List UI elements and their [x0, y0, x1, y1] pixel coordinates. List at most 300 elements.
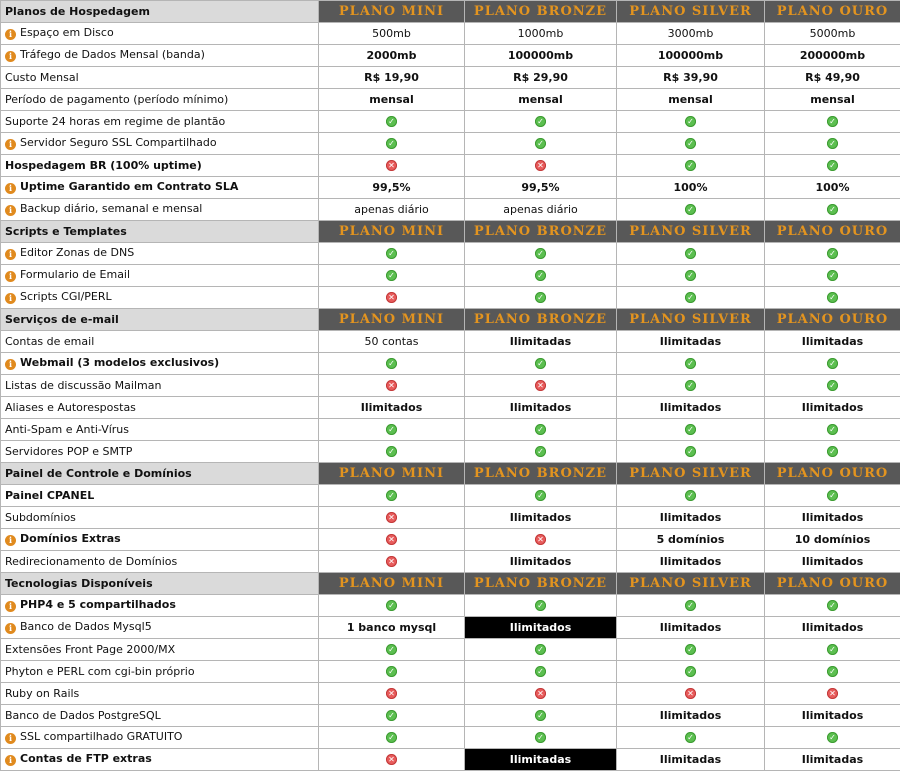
value-text: Ilimitadas: [509, 752, 572, 766]
value-text: Ilimitados: [801, 708, 864, 722]
info-icon[interactable]: i: [5, 249, 16, 260]
check-icon: ✓: [827, 358, 838, 369]
check-icon: ✓: [535, 666, 546, 677]
check-icon: ✓: [827, 204, 838, 215]
value-text: Ilimitados: [659, 620, 722, 634]
value-text: Ilimitados: [801, 400, 864, 414]
table-row: [1, 287, 900, 309]
plan-value-cell: [765, 375, 900, 397]
table-row: [1, 661, 900, 683]
value-text: 2000mb: [366, 48, 417, 62]
check-icon: ✓: [535, 138, 546, 149]
value-text: Ilimitados: [801, 554, 864, 568]
check-icon: ✓: [685, 644, 696, 655]
plan-value-cell: [319, 375, 465, 397]
plan-value-cell: [465, 155, 617, 177]
value-text: Ilimitadas: [659, 752, 722, 766]
value-text: mensal: [810, 92, 855, 106]
feature-label-text: Servidor Seguro SSL Compartilhado: [20, 136, 217, 149]
section-header-row: [1, 463, 900, 485]
value-text: apenas diário: [503, 202, 578, 216]
plan-name-3: PLANO SILVER: [617, 1, 765, 23]
feature-label-text: Painel CPANEL: [5, 488, 95, 502]
table-row: [1, 441, 900, 463]
plan-value-cell: [319, 683, 465, 705]
feature-label-text: Espaço em Disco: [20, 26, 114, 39]
plan-value-cell: [319, 67, 465, 89]
plan-value-cell: [465, 419, 617, 441]
check-icon: ✓: [535, 710, 546, 721]
value-text: Ilimitados: [659, 510, 722, 524]
value-text: 100%: [673, 180, 708, 194]
cross-icon: ✕: [386, 556, 397, 567]
plan-value-cell: [765, 133, 900, 155]
plan-value-cell: [465, 749, 617, 771]
cross-icon: ✕: [535, 688, 546, 699]
plan-name-3: PLANO SILVER: [617, 463, 765, 485]
plan-value-cell: [765, 45, 900, 67]
feature-label: [1, 397, 319, 419]
plan-name-1: PLANO MINI: [319, 463, 465, 485]
plan-value-cell: [765, 705, 900, 727]
plan-value-cell: [319, 749, 465, 771]
check-icon: ✓: [386, 710, 397, 721]
feature-label: [1, 45, 319, 67]
value-text: 500mb: [372, 26, 411, 40]
check-icon: ✓: [386, 644, 397, 655]
info-icon[interactable]: i: [5, 733, 16, 744]
value-text: Ilimitadas: [659, 334, 722, 348]
cross-icon: ✕: [685, 688, 696, 699]
plan-value-cell: [617, 265, 765, 287]
value-text: R$ 29,90: [513, 70, 568, 84]
plan-value-cell: [617, 397, 765, 419]
check-icon: ✓: [535, 732, 546, 743]
plan-value-cell: [319, 419, 465, 441]
value-text: 99,5%: [372, 180, 411, 194]
plan-value-cell: [765, 67, 900, 89]
table-row: [1, 243, 900, 265]
value-text: Ilimitados: [801, 510, 864, 524]
plan-value-cell: [617, 23, 765, 45]
plan-value-cell: [319, 23, 465, 45]
feature-label-text: Formulario de Email: [20, 268, 131, 281]
section-header-row: [1, 573, 900, 595]
feature-label-text: Período de pagamento (período mínimo): [5, 92, 229, 106]
table-row: [1, 705, 900, 727]
info-icon[interactable]: i: [5, 535, 16, 546]
cross-icon: ✕: [827, 688, 838, 699]
feature-label-text: Aliases e Autorespostas: [5, 400, 136, 414]
value-text: 200000mb: [799, 48, 866, 62]
plan-value-cell: [465, 45, 617, 67]
plan-name-3: PLANO SILVER: [617, 221, 765, 243]
info-icon[interactable]: i: [5, 183, 16, 194]
feature-label-text: Domínios Extras: [20, 532, 121, 545]
table-row: [1, 199, 900, 221]
plan-value-cell: [765, 177, 900, 199]
feature-label-text: PHP4 e 5 compartilhados: [20, 598, 176, 611]
plan-value-cell: [617, 155, 765, 177]
plan-name-1: PLANO MINI: [319, 1, 465, 23]
plan-value-cell: [617, 661, 765, 683]
check-icon: ✓: [386, 116, 397, 127]
plan-value-cell: [319, 529, 465, 551]
plan-value-cell: [465, 485, 617, 507]
plan-value-cell: [465, 683, 617, 705]
check-icon: ✓: [827, 600, 838, 611]
plan-value-cell: [617, 705, 765, 727]
plan-name-1: PLANO MINI: [319, 309, 465, 331]
plan-value-cell: [319, 397, 465, 419]
plan-name-2: PLANO BRONZE: [465, 221, 617, 243]
plan-value-cell: [617, 287, 765, 309]
plan-value-cell: [319, 617, 465, 639]
plan-value-cell: [765, 485, 900, 507]
plan-value-cell: [765, 397, 900, 419]
value-text: 100%: [815, 180, 850, 194]
plan-value-cell: [465, 397, 617, 419]
plan-name-1: PLANO MINI: [319, 221, 465, 243]
plan-value-cell: [765, 727, 900, 749]
check-icon: ✓: [685, 446, 696, 457]
table-row: [1, 23, 900, 45]
plan-value-cell: [319, 199, 465, 221]
check-icon: ✓: [386, 358, 397, 369]
value-text: 5 domínios: [656, 532, 725, 546]
check-icon: ✓: [386, 270, 397, 281]
info-icon[interactable]: i: [5, 755, 16, 766]
table-row: [1, 265, 900, 287]
plan-value-cell: [765, 243, 900, 265]
cross-icon: ✕: [386, 534, 397, 545]
check-icon: ✓: [827, 446, 838, 457]
check-icon: ✓: [386, 666, 397, 677]
feature-label-text: Ruby on Rails: [5, 686, 80, 700]
plan-value-cell: [617, 133, 765, 155]
table-row: [1, 485, 900, 507]
plan-value-cell: [765, 595, 900, 617]
plan-value-cell: [465, 287, 617, 309]
table-row: [1, 155, 900, 177]
feature-label: [1, 705, 319, 727]
plan-value-cell: [465, 639, 617, 661]
plan-value-cell: [617, 375, 765, 397]
value-text: 100000mb: [657, 48, 724, 62]
table-row: [1, 617, 900, 639]
feature-label-text: Listas de discussão Mailman: [5, 378, 162, 392]
plan-value-cell: [465, 661, 617, 683]
plan-value-cell: [319, 45, 465, 67]
check-icon: ✓: [535, 248, 546, 259]
check-icon: ✓: [386, 446, 397, 457]
feature-label: [1, 507, 319, 529]
plan-value-cell: [319, 287, 465, 309]
feature-label: [1, 661, 319, 683]
plan-name-4: PLANO OURO: [765, 573, 900, 595]
plan-name-4: PLANO OURO: [765, 1, 900, 23]
feature-label: [1, 155, 319, 177]
plan-value-cell: [765, 529, 900, 551]
section-header-row: [1, 221, 900, 243]
plan-value-cell: [319, 661, 465, 683]
plan-value-cell: [465, 67, 617, 89]
plan-value-cell: [319, 177, 465, 199]
table-row: [1, 639, 900, 661]
plan-value-cell: [617, 45, 765, 67]
check-icon: ✓: [685, 732, 696, 743]
section-header-row: [1, 309, 900, 331]
feature-label-text: Hospedagem BR (100% uptime): [5, 158, 202, 172]
plan-value-cell: [617, 419, 765, 441]
section-title: Tecnologias Disponíveis: [1, 573, 319, 595]
check-icon: ✓: [685, 204, 696, 215]
plan-value-cell: [319, 331, 465, 353]
check-icon: ✓: [685, 380, 696, 391]
check-icon: ✓: [685, 358, 696, 369]
feature-label-text: Contas de FTP extras: [20, 752, 152, 765]
plan-value-cell: [617, 441, 765, 463]
value-text: R$ 19,90: [364, 70, 419, 84]
info-icon[interactable]: i: [5, 29, 16, 40]
plan-value-cell: [765, 749, 900, 771]
plan-value-cell: [319, 111, 465, 133]
plan-value-cell: [765, 23, 900, 45]
value-text: Ilimitados: [509, 400, 572, 414]
feature-label-text: Suporte 24 horas em regime de plantão: [5, 114, 226, 128]
plan-name-4: PLANO OURO: [765, 309, 900, 331]
cross-icon: ✕: [386, 292, 397, 303]
plan-value-cell: [617, 749, 765, 771]
plan-value-cell: [617, 595, 765, 617]
info-icon[interactable]: i: [5, 205, 16, 216]
feature-label: [1, 639, 319, 661]
feature-label-text: Uptime Garantido em Contrato SLA: [20, 180, 239, 193]
check-icon: ✓: [685, 248, 696, 259]
value-text: Ilimitadas: [801, 334, 864, 348]
feature-label: [1, 749, 319, 771]
plan-value-cell: [319, 89, 465, 111]
plan-value-cell: [617, 529, 765, 551]
table-row: [1, 89, 900, 111]
feature-label: [1, 595, 319, 617]
check-icon: ✓: [827, 138, 838, 149]
value-text: Ilimitados: [659, 708, 722, 722]
feature-label: [1, 265, 319, 287]
table-body: [1, 1, 900, 771]
table-row: [1, 595, 900, 617]
plan-name-2: PLANO BRONZE: [465, 309, 617, 331]
plan-value-cell: [465, 133, 617, 155]
plan-value-cell: [765, 155, 900, 177]
check-icon: ✓: [386, 424, 397, 435]
feature-label: [1, 89, 319, 111]
section-title: Planos de Hospedagem: [1, 1, 319, 23]
check-icon: ✓: [535, 292, 546, 303]
table-row: [1, 353, 900, 375]
value-text: Ilimitados: [659, 400, 722, 414]
plan-value-cell: [319, 507, 465, 529]
plan-value-cell: [465, 705, 617, 727]
check-icon: ✓: [685, 666, 696, 677]
check-icon: ✓: [685, 138, 696, 149]
feature-label: [1, 353, 319, 375]
check-icon: ✓: [386, 600, 397, 611]
value-text: R$ 49,90: [805, 70, 860, 84]
check-icon: ✓: [827, 424, 838, 435]
plan-value-cell: [617, 727, 765, 749]
table-row: [1, 177, 900, 199]
value-text: Ilimitados: [360, 400, 423, 414]
plan-value-cell: [465, 529, 617, 551]
info-icon[interactable]: i: [5, 601, 16, 612]
table-row: [1, 331, 900, 353]
plan-value-cell: [465, 507, 617, 529]
check-icon: ✓: [685, 270, 696, 281]
plan-value-cell: [617, 507, 765, 529]
check-icon: ✓: [827, 292, 838, 303]
feature-label-text: Contas de email: [5, 334, 95, 348]
table-row: [1, 727, 900, 749]
check-icon: ✓: [386, 248, 397, 259]
table-row: [1, 45, 900, 67]
info-icon[interactable]: i: [5, 271, 16, 282]
info-icon[interactable]: i: [5, 623, 16, 634]
value-text: Ilimitados: [509, 620, 572, 634]
section-title: Serviços de e-mail: [1, 309, 319, 331]
feature-label: [1, 287, 319, 309]
value-text: mensal: [518, 92, 563, 106]
plan-value-cell: [465, 375, 617, 397]
check-icon: ✓: [386, 490, 397, 501]
check-icon: ✓: [535, 116, 546, 127]
plan-value-cell: [765, 199, 900, 221]
cross-icon: ✕: [535, 160, 546, 171]
plan-value-cell: [617, 89, 765, 111]
plan-name-3: PLANO SILVER: [617, 573, 765, 595]
feature-label-text: Editor Zonas de DNS: [20, 246, 135, 259]
value-text: Ilimitados: [509, 554, 572, 568]
plan-value-cell: [465, 551, 617, 573]
plan-name-2: PLANO BRONZE: [465, 463, 617, 485]
info-icon[interactable]: i: [5, 359, 16, 370]
info-icon[interactable]: i: [5, 139, 16, 150]
plan-name-1: PLANO MINI: [319, 573, 465, 595]
plan-value-cell: [465, 353, 617, 375]
value-text: Ilimitados: [801, 620, 864, 634]
plan-value-cell: [319, 485, 465, 507]
section-title: Painel de Controle e Domínios: [1, 463, 319, 485]
check-icon: ✓: [535, 270, 546, 281]
feature-label-text: Webmail (3 modelos exclusivos): [20, 356, 220, 369]
plan-value-cell: [465, 595, 617, 617]
info-icon[interactable]: i: [5, 293, 16, 304]
feature-label-text: Tráfego de Dados Mensal (banda): [20, 48, 205, 61]
check-icon: ✓: [827, 732, 838, 743]
plan-value-cell: [319, 727, 465, 749]
check-icon: ✓: [827, 380, 838, 391]
feature-label-text: Extensões Front Page 2000/MX: [5, 642, 176, 656]
plan-name-3: PLANO SILVER: [617, 309, 765, 331]
feature-label: [1, 243, 319, 265]
plan-value-cell: [617, 485, 765, 507]
feature-label: [1, 199, 319, 221]
plan-value-cell: [617, 67, 765, 89]
check-icon: ✓: [685, 292, 696, 303]
value-text: Ilimitados: [659, 554, 722, 568]
check-icon: ✓: [685, 600, 696, 611]
feature-label: [1, 23, 319, 45]
plan-value-cell: [465, 441, 617, 463]
plan-value-cell: [765, 353, 900, 375]
section-title: Scripts e Templates: [1, 221, 319, 243]
check-icon: ✓: [827, 666, 838, 677]
section-header-row: [1, 1, 900, 23]
feature-label: [1, 331, 319, 353]
plan-value-cell: [465, 331, 617, 353]
table-row: [1, 111, 900, 133]
value-text: R$ 39,90: [663, 70, 718, 84]
value-text: 100000mb: [507, 48, 574, 62]
check-icon: ✓: [535, 424, 546, 435]
info-icon[interactable]: i: [5, 51, 16, 62]
check-icon: ✓: [827, 248, 838, 259]
plan-value-cell: [617, 617, 765, 639]
table-row: [1, 375, 900, 397]
feature-label-text: Custo Mensal: [5, 70, 79, 84]
check-icon: ✓: [827, 490, 838, 501]
plan-value-cell: [465, 111, 617, 133]
feature-label-text: Banco de Dados Mysql5: [20, 620, 152, 633]
feature-label: [1, 683, 319, 705]
feature-label: [1, 111, 319, 133]
feature-label-text: SSL compartilhado GRATUITO: [20, 730, 183, 743]
table-row: [1, 67, 900, 89]
feature-label-text: Phyton e PERL com cgi-bin próprio: [5, 664, 195, 678]
value-text: Ilimitadas: [509, 334, 572, 348]
check-icon: ✓: [685, 490, 696, 501]
value-text: 3000mb: [667, 26, 714, 40]
plan-name-4: PLANO OURO: [765, 221, 900, 243]
value-text: apenas diário: [354, 202, 429, 216]
plan-value-cell: [319, 639, 465, 661]
cross-icon: ✕: [386, 688, 397, 699]
feature-label: [1, 133, 319, 155]
cross-icon: ✕: [386, 512, 397, 523]
plan-value-cell: [765, 89, 900, 111]
plan-value-cell: [319, 705, 465, 727]
plan-value-cell: [765, 287, 900, 309]
table-row: [1, 133, 900, 155]
check-icon: ✓: [827, 644, 838, 655]
check-icon: ✓: [827, 270, 838, 281]
check-icon: ✓: [827, 116, 838, 127]
plan-value-cell: [319, 243, 465, 265]
feature-label-text: Redirecionamento de Domínios: [5, 554, 178, 568]
plan-value-cell: [765, 111, 900, 133]
plan-value-cell: [617, 199, 765, 221]
value-text: 1 banco mysql: [346, 620, 437, 634]
feature-label: [1, 419, 319, 441]
plan-value-cell: [765, 507, 900, 529]
plan-value-cell: [319, 441, 465, 463]
check-icon: ✓: [535, 600, 546, 611]
value-text: 1000mb: [517, 26, 564, 40]
plan-value-cell: [617, 639, 765, 661]
plan-value-cell: [465, 243, 617, 265]
feature-label: [1, 727, 319, 749]
feature-label-text: Anti-Spam e Anti-Vírus: [5, 422, 130, 436]
